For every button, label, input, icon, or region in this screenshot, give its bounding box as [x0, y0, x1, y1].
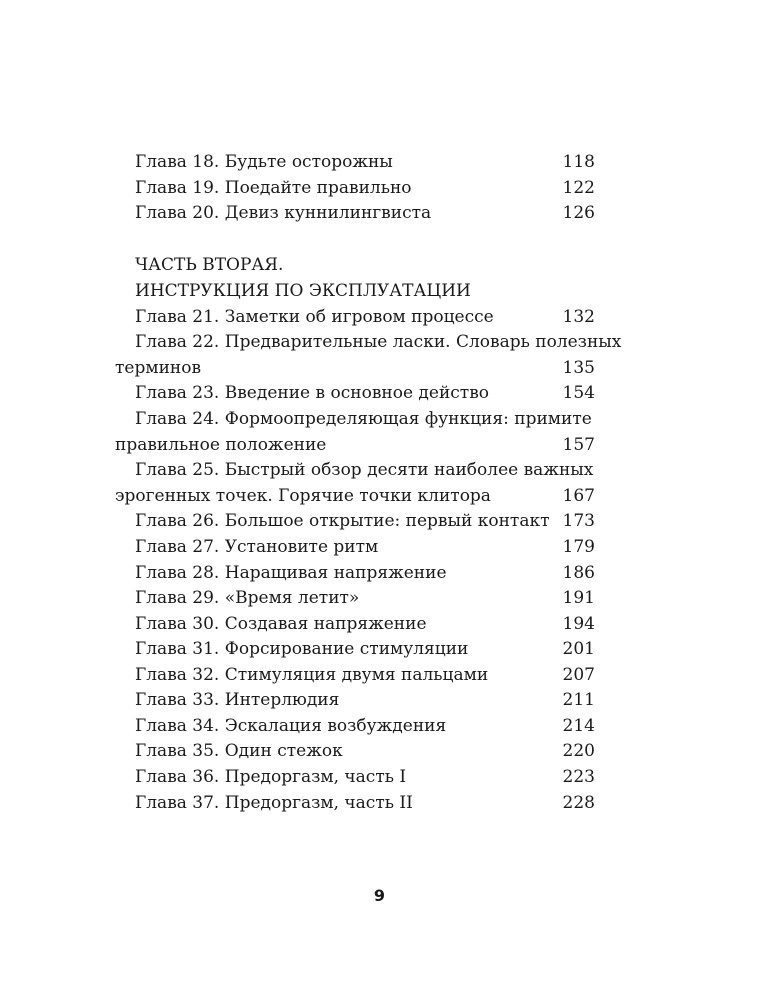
toc-entry-title: Глава 33. Интерлюдия [135, 690, 340, 710]
toc-entry-ch28[interactable] [0, 560, 759, 586]
toc-entry-ch19[interactable] [0, 175, 759, 201]
part-heading-text: ИНСТРУКЦИЯ ПО ЭКСПЛУАТАЦИИ [135, 281, 471, 301]
toc-entry-title: Глава 18. Будьте осторожны [135, 152, 393, 172]
toc-entry-title: Глава 34. Эскалация возбуждения [135, 716, 447, 736]
toc-entry-title: Глава 26. Большое открытие: первый контакт [135, 511, 550, 531]
part-heading-line1 [0, 252, 759, 278]
page-number: 9 [373, 886, 386, 905]
toc-entry-ch24[interactable] [0, 406, 759, 432]
part-heading-text: ЧАСТЬ ВТОРАЯ. [135, 255, 284, 275]
toc-entry-title: Глава 19. Поедайте правильно [135, 178, 412, 198]
toc-entry-title: Глава 37. Предоргазм, часть II [135, 793, 413, 813]
toc-entry-ch31[interactable] [0, 636, 759, 662]
toc-entry-page: 157 [562, 435, 595, 455]
toc-entry-title-line2: терминов [115, 358, 202, 378]
toc-entry-title: Глава 30. Создавая напряжение [135, 614, 427, 634]
toc-entry-ch18[interactable] [0, 149, 759, 175]
toc-entry-title-line2: эрогенных точек. Горячие точки клитора [115, 486, 491, 506]
toc-entry-page: 132 [562, 307, 595, 327]
toc-entry-ch20[interactable] [0, 200, 759, 226]
toc-entry-title: Глава 23. Введение в основное действо [135, 383, 490, 403]
toc-entry-title: Глава 32. Стимуляция двумя пальцами [135, 665, 489, 685]
toc-entry-ch23[interactable] [0, 380, 759, 406]
toc-entry-title: Глава 29. «Время летит» [135, 588, 360, 608]
toc-entry-page: 186 [562, 563, 595, 583]
toc-entry-ch32[interactable] [0, 662, 759, 688]
toc-entry-ch35[interactable] [0, 738, 759, 764]
toc-entry-title: Глава 35. Один стежок [135, 741, 343, 761]
toc-entry-title: Глава 36. Предоргазм, часть I [135, 767, 407, 787]
toc-entry-page: 223 [562, 767, 595, 787]
toc-entry-page: 201 [562, 639, 595, 659]
toc-entry-ch25-cont[interactable] [0, 483, 759, 509]
toc-entry-page: 122 [562, 178, 595, 198]
toc-entry-ch27[interactable] [0, 534, 759, 560]
toc-entry-ch22[interactable] [0, 329, 759, 355]
toc-entry-page: 220 [562, 741, 595, 761]
toc-entry-page: 167 [562, 486, 595, 506]
toc-entry-page: 154 [562, 383, 595, 403]
toc-entry-ch25[interactable] [0, 457, 759, 483]
toc-entry-ch37[interactable] [0, 790, 759, 816]
toc-entry-page: 191 [562, 588, 595, 608]
toc-entry-title: Глава 28. Наращивая напряжение [135, 563, 447, 583]
toc-entry-ch22-cont[interactable] [0, 355, 759, 381]
toc-entry-ch29[interactable] [0, 585, 759, 611]
toc-entry-ch36[interactable] [0, 764, 759, 790]
toc-entry-title-line2: правильное положение [115, 435, 327, 455]
toc-entry-page: 194 [562, 614, 595, 634]
part-heading-line2 [0, 278, 759, 304]
toc-entry-title-line1: Глава 24. Формоопределяющая функция: примите [135, 409, 592, 429]
toc-entry-title-line1: Глава 22. Предварительные ласки. Словарь полезных [135, 332, 622, 352]
toc-entry-ch34[interactable] [0, 713, 759, 739]
toc-entry-title: Глава 27. Установите ритм [135, 537, 379, 557]
toc-entry-page: 179 [562, 537, 595, 557]
toc-entry-title: Глава 20. Девиз куннилингвиста [135, 203, 432, 223]
toc-entry-ch26[interactable] [0, 508, 759, 534]
toc-entry-ch30[interactable] [0, 611, 759, 637]
toc-entry-ch21[interactable] [0, 304, 759, 330]
toc-entry-title-line1: Глава 25. Быстрый обзор десяти наиболее важных [135, 460, 594, 480]
toc-entry-page: 135 [562, 358, 595, 378]
toc-entry-ch24-cont[interactable] [0, 432, 759, 458]
toc-entry-page: 214 [562, 716, 595, 736]
toc-entry-page: 173 [562, 511, 595, 531]
toc-entry-page: 207 [562, 665, 595, 685]
toc-entry-page: 126 [562, 203, 595, 223]
toc-entry-page: 211 [562, 690, 595, 710]
toc-entry-page: 118 [562, 152, 595, 172]
toc-entry-page: 228 [562, 793, 595, 813]
toc-entry-ch33[interactable] [0, 687, 759, 713]
toc-entry-title: Глава 21. Заметки об игровом процессе [135, 307, 494, 327]
toc-entry-title: Глава 31. Форсирование стимуляции [135, 639, 469, 659]
